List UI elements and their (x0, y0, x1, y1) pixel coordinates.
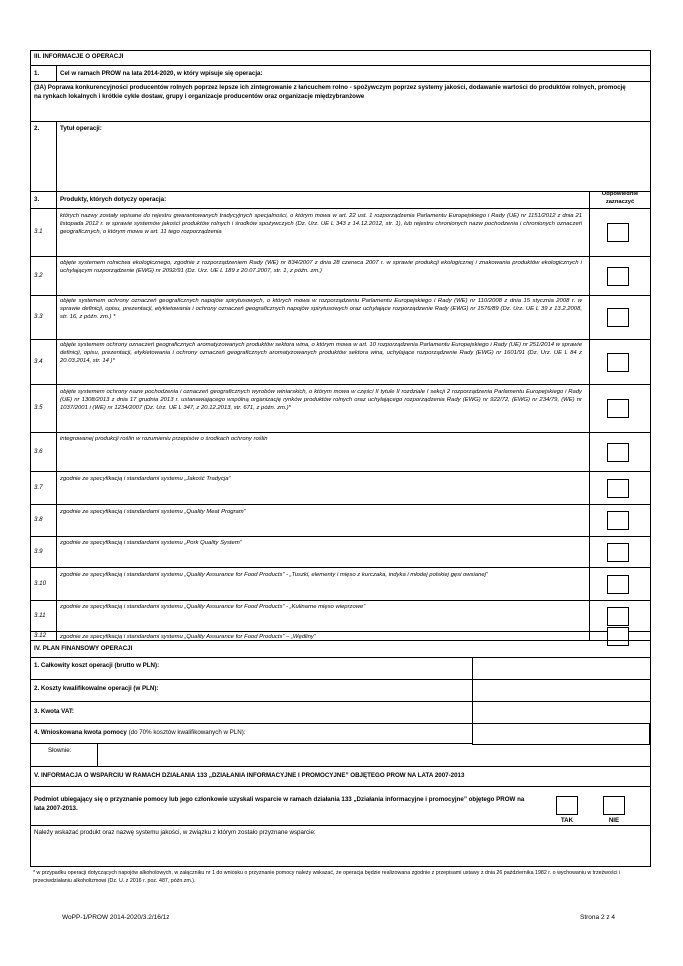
product-description: objęte systemem rolnictwa ekologicznego, zgodnie z rozporządzeniem Rady (WE) nr 834/2007 z dnia 28 czerwca 2007 r. w sprawie produkcji ekologicznej i znakowania produktów ekologicznych i uchylającym rozporządzenie (EWG) nr 2092/91 (Dz. Urz. UE L 189 z 20.07.2007, str. 1, z późn. zm.) (60, 260, 582, 275)
product-checkbox[interactable] (607, 543, 629, 562)
title-field[interactable] (57, 122, 649, 190)
product-number: 3.11 (34, 611, 46, 619)
product-number: 3.3 (34, 313, 43, 320)
total-cost-field[interactable] (472, 657, 650, 679)
product-row (31, 339, 650, 384)
page-number: Strona 2 z 4 (580, 914, 616, 921)
row1-num: 1. (34, 70, 40, 77)
vat-field[interactable] (472, 701, 650, 723)
product-checkbox[interactable] (607, 267, 629, 286)
yes-checkbox[interactable] (556, 796, 578, 815)
product-description: integrowanej produkcji roślin w rozumieniu przepisów o środkach ochrony roślin (60, 436, 268, 443)
product-number: 3.10 (34, 579, 47, 587)
product-checkbox[interactable] (607, 511, 629, 530)
product-prompt: Należy wskazać produkt oraz nazwę systemu jakości, w związku z którym zostało przyznane wsparcie: (34, 829, 316, 836)
product-checkbox[interactable] (607, 607, 629, 626)
table-column-line (589, 191, 590, 208)
no-label: NIE (608, 817, 620, 824)
product-checkbox[interactable] (607, 627, 629, 646)
product-row (31, 295, 650, 339)
product-description: których nazwy zostały wpisane do rejestru gwarantowanych tradycyjnych specjalności, o którym mowa w art. 22 ust. 1 rozporządzenia Parlamentu Europejskiego i Rady (UE) nr 1151/2012 z dnia 21 listopada 2012 r. w sprawie systemów jakości produktów rolnych i środków spożywczych (Dz. Urz. UE L 343 z 14.12.2012, str. 1), lub rejestru chronionych nazw pochodzenia i chronionych oznaczeń geograficznych, o którym mowa w art. 11 tego rozporządzenia (60, 212, 582, 235)
table-column-line (589, 208, 590, 640)
total-cost-label: 1. Całkowity koszt operacji (brutto w PLN): (34, 662, 160, 669)
product-description: zgodnie ze specyfikacją i standardami systemu „Quality Assurance for Food Products” - „Tuszki, elementy i mięso z kurczaka, indyka i młodej polskiej gęsi owsianej” (60, 572, 488, 579)
product-row (31, 384, 650, 432)
form-frame (30, 50, 651, 867)
product-number: 3.12 (34, 631, 47, 639)
product-number: 3.9 (34, 547, 43, 555)
row3-label: Produkty, których dotyczy operacja: (60, 196, 167, 203)
product-system-field[interactable] (31, 837, 650, 865)
row2-num: 2. (34, 125, 40, 132)
form-code: WoPP-1/PROW 2014-2020/3.2/16/1z (62, 914, 170, 921)
in-words-field[interactable] (98, 744, 650, 766)
product-row (31, 536, 650, 567)
product-checkbox[interactable] (607, 479, 629, 498)
product-row (31, 432, 650, 471)
product-checkbox[interactable] (607, 223, 629, 242)
yes-label: TAK (560, 817, 574, 824)
product-checkbox[interactable] (607, 353, 629, 372)
product-number: 3.5 (34, 404, 43, 411)
product-checkbox[interactable] (607, 399, 629, 418)
product-row (31, 256, 650, 295)
section3-header: III. INFORMACJE O OPERACJI (34, 53, 124, 60)
row1-goal-text: (3A) Poprawa konkurencyjności producentów rolnych poprzez lepsze ich zintegrowanie z łańcuchem rolno - spożywczym poprzez systemy jakości, dodawanie wartości do produktów rolnych, promocję na rynkach lokalnych i krótkie cykle dostaw, grupy i organizacje producentów oraz organizacje międzybranżowe (34, 84, 626, 100)
product-number: 3.2 (34, 271, 43, 279)
row1-label: Cel w ramach PROW na lata 2014-2020, w który wpisuje się operacja: (60, 70, 263, 77)
product-row (31, 631, 650, 640)
measure133-question: Podmiot ubiegający się o przyznanie pomocy lub jego członkowie uzyskali wsparcie w ramach działania 133 „Działania informacyjne i promocyjne” objętego PROW na lata 2007-2013. (34, 796, 525, 812)
product-row (31, 504, 650, 536)
vat-label: 3. Kwota VAT: (34, 708, 74, 715)
product-row (31, 600, 650, 631)
product-number: 3.1 (34, 228, 43, 235)
product-row (31, 208, 650, 256)
in-words-label: Słownie: (48, 747, 72, 754)
row3-num: 3. (34, 196, 40, 203)
footnote: * w przypadku operacji dotyczących napojów alkoholowych, w załączniku nr 1 do wniosku o przyznanie pomocy należy wskazać, że operacja będzie realizowana zgodnie z przepisami ustawy z dnia 26 października 1982 r. o wychowaniu w trzeźwości i przeciwdziałaniu alkoholizmowi (Dz. U. z 2016 r. poz. 487, późn.zm.). (33, 870, 621, 884)
section4-header: IV. PLAN FINANSOWY OPERACJI (34, 645, 133, 652)
product-number: 3.4 (34, 357, 43, 365)
product-checkbox[interactable] (607, 443, 629, 462)
row2-label: Tytuł operacji: (60, 125, 102, 132)
requested-aid-label: 4. Wnioskowana kwota pomocy (do 70% kosztów kwalifikowanych w PLN): (34, 729, 246, 736)
product-description: zgodnie ze specyfikacją i standardami systemu „Quality Assurance for Food Products” – „Wędliny” (60, 634, 316, 640)
product-description: objęte systemem ochrony oznaczeń geograficznych napojów spirytusowych, o których mowa w rozporządzeniu Parlamentu Europejskiego i Rady (WE) nr 110/2008 z dnia 15 stycznia 2008 r. w sprawie definicji, opisu, prezentacji, etykietowania i ochrony oznaczeń geograficznych napojów spirytusowych oraz uchylające rozporządzenie Rady (EWG) nr 1576/89 (Dz. Urz. UE L 39 z 13.2.2008, str. 16, z późn. zm.) * (60, 298, 582, 321)
requested-aid-field[interactable] (472, 723, 650, 745)
product-description: zgodnie ze specyfikacją i standardami systemu „Quality Meat Program” (60, 508, 246, 515)
section5-header: V. INFORMACJA O WSPARCIU W RAMACH DZIAŁANIA 133 „DZIAŁANIA INFORMACYJNE I PROMOCYJNE” OBJĘTEGO PROW NA LATA 2007-2013 (34, 772, 465, 779)
product-description: zgodnie ze specyfikacją i standardami systemu „Jakość Tradycja” (60, 476, 231, 483)
product-row (31, 567, 650, 600)
product-checkbox[interactable] (607, 308, 629, 327)
product-number: 3.7 (34, 483, 43, 491)
no-checkbox[interactable] (603, 796, 625, 815)
product-checkbox[interactable] (607, 575, 629, 594)
product-description: zgodnie ze specyfikacją i standardami systemu „Pork Quality System” (60, 540, 242, 547)
product-description: objęte systemem ochrony nazw pochodzenia i oznaczeń geograficznych wyrobów winiarskich, o którym mowa w części II tytule II rozdziale I sekcji 2 rozporządzenia Parlamentu Europejskiego i Rady (UE) nr 1308/2013 z dnia 17 grudnia 2013 r. ustanawiającego wspólną organizację rynków produktów rolnych oraz uchylającego rozporządzenia Rady (EWG) nr 922/72, (EWG) nr 234/79, (WE) nr 1037/2001 i (WE) nr 1234/2007 (Dz. Urz. UE L 347, z 20.12.2013, str. 671, z późn. zm.)* (60, 388, 582, 411)
product-row (31, 471, 650, 504)
product-number: 3.8 (34, 516, 43, 523)
table-column-line (56, 208, 57, 640)
mark-header: Odpowiednie zaznaczyć (601, 191, 639, 205)
eligible-costs-field[interactable] (472, 679, 650, 701)
product-number: 3.6 (34, 447, 43, 455)
product-description: zgodnie ze specyfikacją i standardami systemu „Quality Assurance for Food Products” - „Kulinarne mięso wieprzowe” (60, 604, 366, 611)
product-description: objęte systemem ochrony oznaczeń geograficznych aromatyzowanych produktów sektora wina, o którym mowa w art. 10 rozporządzenia Parlamentu Europejskiego i Rady (UE) nr 251/2014 w sprawie definicji, opisu, prezentacji, etykietowania i ochrony oznaczeń geograficznych aromatyzowanych produktów sektora wina, uchylające rozporządzenie Rady (EWG) nr 1601/91 (Dz. Urz. UE L 84 z 20.03.2014, str. 14 )* (60, 342, 582, 365)
eligible-costs-label: 2. Koszty kwalifikowalne operacji (w PLN): (34, 685, 159, 692)
